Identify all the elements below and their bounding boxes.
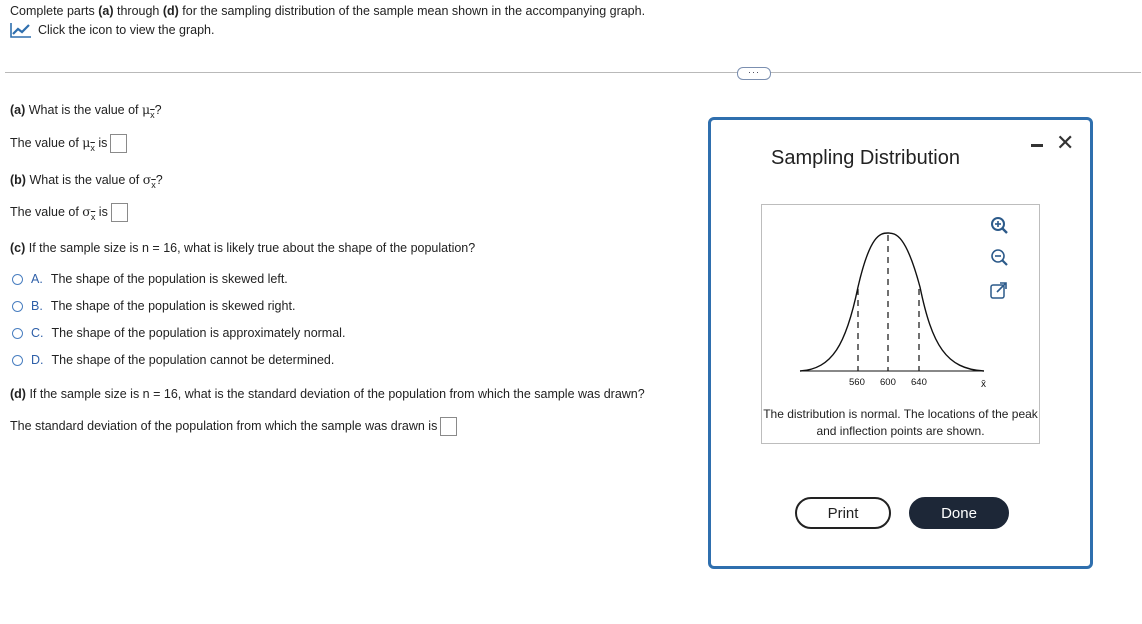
- option-d[interactable]: [12, 353, 334, 367]
- instruction-text: Complete parts: [10, 4, 99, 18]
- is-text: is: [94, 135, 108, 150]
- part-d-label: (d): [10, 387, 26, 401]
- option-letter: B.: [31, 299, 43, 313]
- instruction-text: for the sampling distribution of the sample mean shown in the accompanying graph.: [178, 4, 646, 18]
- option-text: The shape of the population is skewed right.: [50, 299, 296, 313]
- more-button[interactable]: ···: [737, 67, 771, 80]
- zoom-in-icon[interactable]: [992, 218, 1007, 233]
- option-letter: D.: [31, 353, 44, 367]
- answer-d-text: The standard deviation of the population from which the sample was drawn is: [10, 418, 438, 433]
- question-a: [10, 102, 162, 120]
- question-c: [10, 241, 475, 255]
- question-c-text: If the sample size is n = 16, what is likely true about the shape of the population?: [25, 241, 476, 255]
- question-mark: ?: [154, 103, 162, 117]
- part-b-label: (b): [10, 173, 26, 187]
- radio-button[interactable]: [12, 274, 23, 285]
- divider: [5, 72, 1141, 73]
- instruction-text: through: [113, 4, 163, 18]
- part-a-label: (a): [10, 103, 26, 117]
- question-b: [10, 172, 163, 190]
- view-graph-link[interactable]: [10, 22, 214, 38]
- option-letter: C.: [31, 326, 44, 340]
- mu-symbol: μ: [142, 102, 151, 117]
- xbar-subscript: x: [150, 110, 155, 120]
- answer-a-input[interactable]: [110, 134, 127, 153]
- radio-button[interactable]: [12, 328, 23, 339]
- modal-title: Sampling Distribution: [771, 147, 960, 169]
- close-icon[interactable]: ✕: [1056, 130, 1075, 155]
- x-axis-label: x̄: [981, 379, 986, 390]
- xbar-subscript: x: [90, 142, 95, 153]
- option-text: The shape of the population cannot be determined.: [51, 353, 335, 367]
- option-b[interactable]: [12, 299, 295, 313]
- question-d-text: If the sample size is n = 16, what is the standard deviation of the population from which the sample was drawn?: [25, 387, 645, 401]
- done-button[interactable]: Done: [909, 497, 1009, 529]
- instructions: [10, 4, 645, 18]
- pop-out-icon[interactable]: [991, 283, 1006, 298]
- radio-button[interactable]: [12, 355, 23, 366]
- tick-label-560: 560: [849, 377, 865, 388]
- is-text: is: [95, 204, 108, 219]
- zoom-out-icon[interactable]: [992, 250, 1007, 265]
- option-c[interactable]: [12, 326, 345, 340]
- part-c-label: (c): [10, 241, 26, 255]
- answer-b-text: The value of: [10, 204, 83, 219]
- option-text: The shape of the population is approximately normal.: [51, 326, 346, 340]
- answer-a-line: [10, 134, 127, 153]
- graph-icon[interactable]: [10, 22, 32, 38]
- print-button[interactable]: Print: [795, 497, 891, 529]
- normal-curve: [800, 233, 984, 371]
- option-text: The shape of the population is skewed left.: [50, 272, 288, 286]
- question-b-text: What is the value of: [25, 173, 143, 187]
- view-graph-label[interactable]: Click the icon to view the graph.: [38, 23, 215, 37]
- answer-b-input[interactable]: [111, 203, 128, 222]
- option-a[interactable]: [12, 272, 288, 286]
- question-d: [10, 387, 645, 401]
- question-a-text: What is the value of: [25, 103, 143, 117]
- tick-label-600: 600: [880, 377, 896, 388]
- graph-caption: The distribution is normal. The locations of the peak and inflection points are shown.: [763, 407, 1038, 438]
- xbar-subscript: x: [151, 180, 156, 190]
- instruction-part-d: (d): [162, 4, 179, 18]
- question-mark: ?: [155, 173, 163, 187]
- sigma-symbol: σ: [82, 203, 91, 219]
- answer-d-input[interactable]: [440, 417, 457, 436]
- instruction-part-a: (a): [98, 4, 114, 18]
- minimize-icon[interactable]: [1031, 144, 1043, 147]
- option-letter: A.: [31, 272, 43, 286]
- radio-button[interactable]: [12, 301, 23, 312]
- sigma-symbol: σ: [142, 172, 152, 187]
- xbar-subscript: x: [90, 211, 96, 222]
- mu-symbol: μ: [82, 134, 91, 150]
- answer-d-line: [10, 417, 457, 436]
- answer-a-text: The value of: [10, 135, 83, 150]
- tick-label-640: 640: [911, 377, 927, 388]
- answer-b-line: [10, 203, 128, 222]
